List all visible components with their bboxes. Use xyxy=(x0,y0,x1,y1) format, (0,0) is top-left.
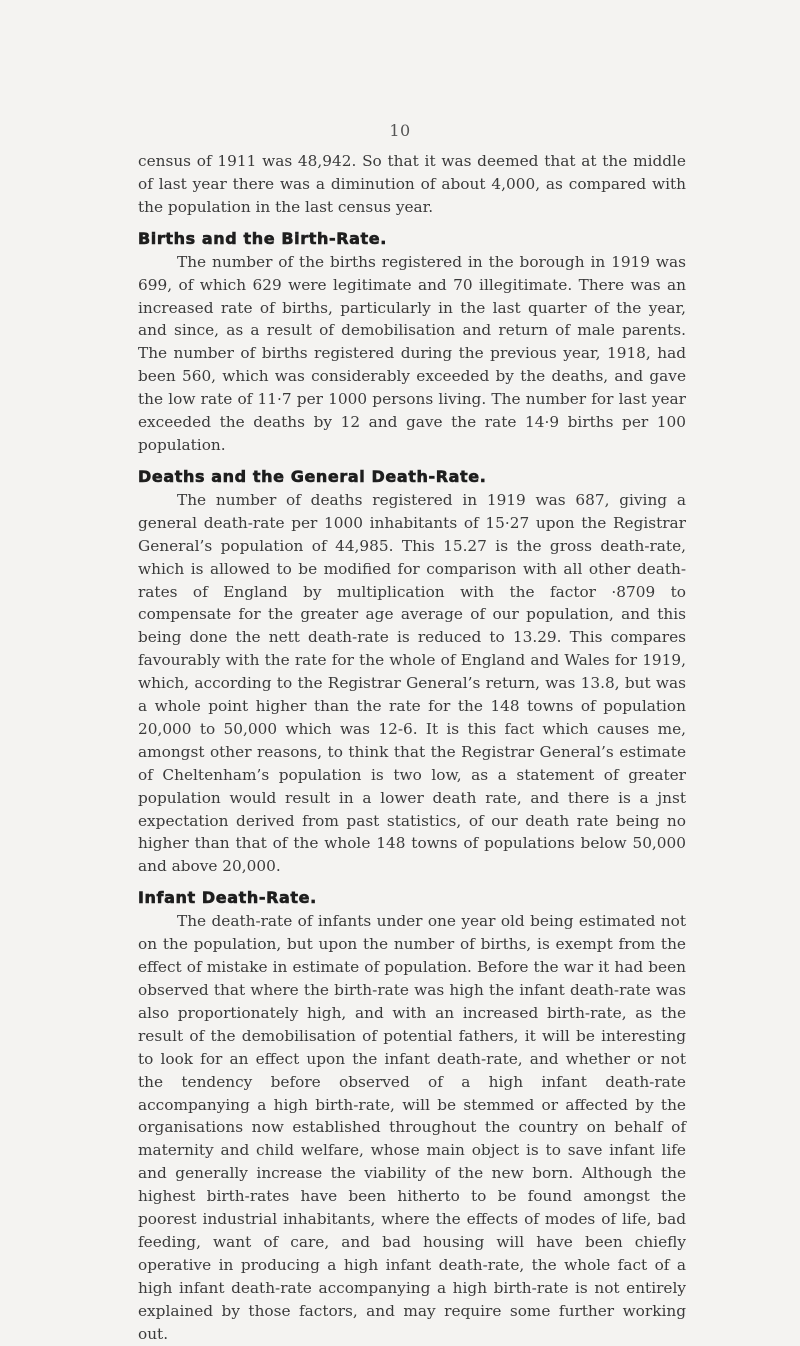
section-heading-births: Births and the Birth-Rate. xyxy=(138,228,387,248)
page-number: 10 xyxy=(389,121,411,140)
section-heading-deaths: Deaths and the General Death-Rate. xyxy=(138,466,487,486)
section-births xyxy=(138,228,686,457)
intro-paragraph: census of 1911 was 48,942. So that it was deemed that at the middle of last year there was a diminution of about 4,000, as compared with the population in the last census year. xyxy=(138,152,686,216)
section-deaths xyxy=(138,466,686,878)
page-content xyxy=(138,150,686,1346)
section-body-births: The number of the births registered in the borough in 1919 was 699, of which 629 were legitimate and 70 illegitimate. There was an increased rate of births, particularly in the last quarter of the year, and since, as a result of demobilisation and return of male parents. The number of births registered during the previous year, 1918, had been 560, which was considerably exceeded by the deaths, and gave the low rate of 11·7 per 1000 persons living. The number for last year exceeded the deaths by 12 and gave the rate 14·9 births per 100 population. xyxy=(138,252,686,454)
section-infant xyxy=(138,887,686,1345)
section-heading-infant: Infant Death-Rate. xyxy=(138,888,317,908)
section-body-deaths: The number of deaths registered in 1919 was 687, giving a general death-rate per 1000 inhabitants of 15·27 upon the Registrar General’s population of 44,985. This 15.27 is the gross death-rate, which is allowed to be modified for comparison with all other death-rates of England by multiplication with the factor ·8709 to compensate for the greater age average of our population, and this being done the nett death-rate is reduced to 13.29. This compares favourably with the rate for the whole of England and Wales for 1919, which, according to the Registrar General’s return, was 13.8, but was a whole point higher than the rate for the 148 towns of population 20,000 to 50,000 which was 12-6. It is this fact which causes me, amongst other reasons, to think that the Registrar General’s estimate of Cheltenham’s population is two low, as a statement of greater population would result in a lower death rate, and there is a jnst expectation derived from past statistics, of our death rate being no higher than that of the whole 148 towns of populations below 50,000 and above 20,000. xyxy=(138,490,686,876)
section-body-infant: The death-rate of infants under one year old being estimated not on the population, but upon the number of births, is exempt from the effect of mistake in estimate of population. Before the war it had been observed that where the birth-rate was high the infant death-rate was also proportionately high, and with an increased birth-rate, as the result of the demobilisation of potential fathers, it will be interesting to look for an effect upon the infant death-rate, and whether or not the tendency before observed of a high infant death-rate accompanying a high birth-rate, will be stemmed or affected by the organisations now established throughout the country on behalf of maternity and child welfare, whose main object is to save infant life and generally increase the viability of the new born. Although the highest birth-rates have been hitherto to be found amongst the poorest industrial inhabitants, where the effects of modes of life, bad feeding, want of care, and bad housing will have been chiefly operative in producing a high infant death-rate, the whole fact of a high infant death-rate accompanying a high birth-rate is not entirely explained by those factors, and may require some further working out. xyxy=(138,912,686,1343)
